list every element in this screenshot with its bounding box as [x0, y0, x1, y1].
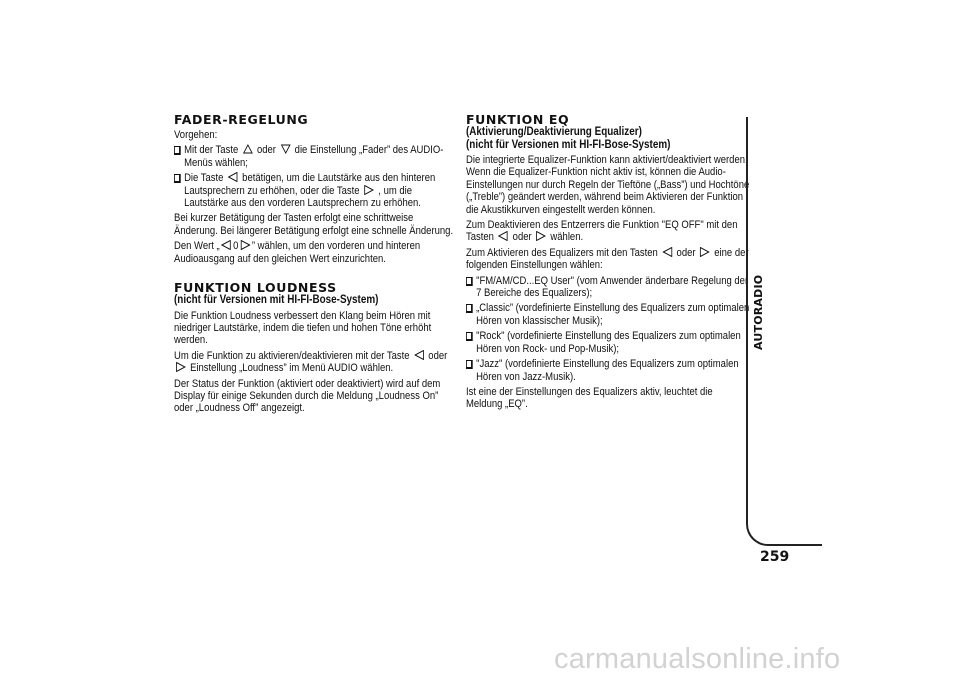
right-triangle-icon — [364, 185, 374, 195]
eq-heading: FUNKTION EQ — [466, 112, 570, 127]
loudness-paragraph-1: Die Funktion Loudness verbessert den Klang beim Hören mit niedriger Lautstärke, indem die tiefen und hohen Töne erhöht werden. — [174, 309, 432, 347]
checkbox-bullet-icon — [174, 146, 181, 155]
left-triangle-icon — [221, 240, 231, 250]
loudness-subheading: (nicht für Versionen mit HI-FI-Bose-System) — [174, 294, 379, 307]
eq-bullet-3: "Rock" (vordefinierte Einstellung des Equalizers zum optimalen Hören von Rock- und Pop-Musik); — [466, 330, 751, 355]
fader-bullet-1: Mit der Taste oder die Einstellung „Fader” des AUDIO-Menüs wählen; — [174, 144, 459, 169]
section-label: AUTORADIO — [752, 274, 765, 350]
eq-paragraph-1: Die integrierte Equalizer-Funktion kann aktiviert/deaktiviert werden. Wenn die Equalizer-Funktion nicht aktiv ist, können die Audio-Einstellungen nur durch Regeln der Tieftöne („Bass”) und Hochtöne („Treble”) geändert werden, während beim Aktivieren der Funktion die Akustikkurven eingestellt werden können. — [466, 154, 750, 216]
left-triangle-icon — [662, 247, 672, 257]
eq-subheading-2: (nicht für Versionen mit HI-FI-Bose-System) — [466, 138, 671, 151]
left-triangle-icon — [498, 231, 508, 241]
checkbox-bullet-icon — [466, 277, 473, 286]
fader-heading: FADER-REGELUNG — [174, 112, 309, 127]
right-triangle-icon — [700, 247, 710, 257]
right-triangle-icon — [176, 362, 186, 372]
eq-bullet-2: „Classic” (vordefinierte Einstellung des Equalizers zum optimalen Hören von klassischer Musik); — [466, 302, 751, 327]
vorgehen-label: Vorgehen: — [174, 129, 218, 141]
loudness-paragraph-3: Der Status der Funktion (aktiviert oder deaktiviert) wird auf dem Display für einige Sekunden durch die Meldung „Loudness On” oder „Loudness Off” angezeigt. — [174, 377, 441, 415]
left-triangle-icon — [414, 350, 424, 360]
right-triangle-icon — [536, 231, 546, 241]
right-column — [466, 113, 751, 411]
fader-bullet-2: Die Taste betätigen, um die Lautstärke aus den hinteren Lautsprechern zu erhöhen, oder die Taste , um die Lautstärke aus den vorderen Lautsprechern zu erhöhen. — [174, 172, 459, 209]
checkbox-bullet-icon — [466, 360, 473, 369]
checkbox-bullet-icon — [174, 174, 181, 183]
eq-subheading-1: (Aktivierung/Deaktivierung Equalizer) — [466, 126, 642, 138]
watermark: carmanualsonline.info — [554, 643, 841, 675]
left-column — [174, 113, 459, 415]
up-triangle-icon — [243, 144, 253, 154]
eq-paragraph-4: Ist eine der Einstellungen des Equalizers aktiv, leuchtet die Meldung „EQ”. — [466, 385, 713, 411]
left-triangle-icon — [228, 172, 238, 182]
checkbox-bullet-icon — [466, 304, 473, 313]
checkbox-bullet-icon — [466, 332, 473, 341]
down-triangle-icon — [280, 144, 290, 154]
fader-paragraph-1: Bei kurzer Betätigung der Tasten erfolgt eine schrittweise Änderung. Bei längerer Betätigung erfolgt eine schnelle Änderung. — [174, 212, 454, 237]
page-number: 259 — [760, 549, 790, 565]
loudness-paragraph-2: Um die Funktion zu aktivieren/deaktivieren mit der Taste oder Einstellung „Loudness” im Menü AUDIO wählen. — [174, 349, 448, 375]
eq-paragraph-3: Zum Aktivieren des Equalizers mit den Tasten oder eine der folgenden Einstellungen wählen: — [466, 246, 749, 272]
eq-bullet-4: "Jazz" (vordefinierte Einstellung des Equalizers zum optimalen Hören von Jazz-Musik). — [466, 358, 751, 383]
fader-paragraph-2: Den Wert „ 0 ” wählen, um den vorderen und hinteren Audioausgang auf den gleichen Wert einzurichten. — [174, 240, 421, 265]
eq-bullet-1: "FM/AM/CD...EQ User" (vom Anwender änderbare Regelung der 7 Bereiche des Equalizers); — [466, 275, 751, 300]
eq-paragraph-2: Zum Deaktivieren des Entzerrers die Funktion "EQ OFF" mit den Tasten oder wählen. — [466, 219, 738, 244]
loudness-heading: FUNKTION LOUDNESS — [174, 280, 337, 296]
right-triangle-icon — [240, 240, 250, 250]
